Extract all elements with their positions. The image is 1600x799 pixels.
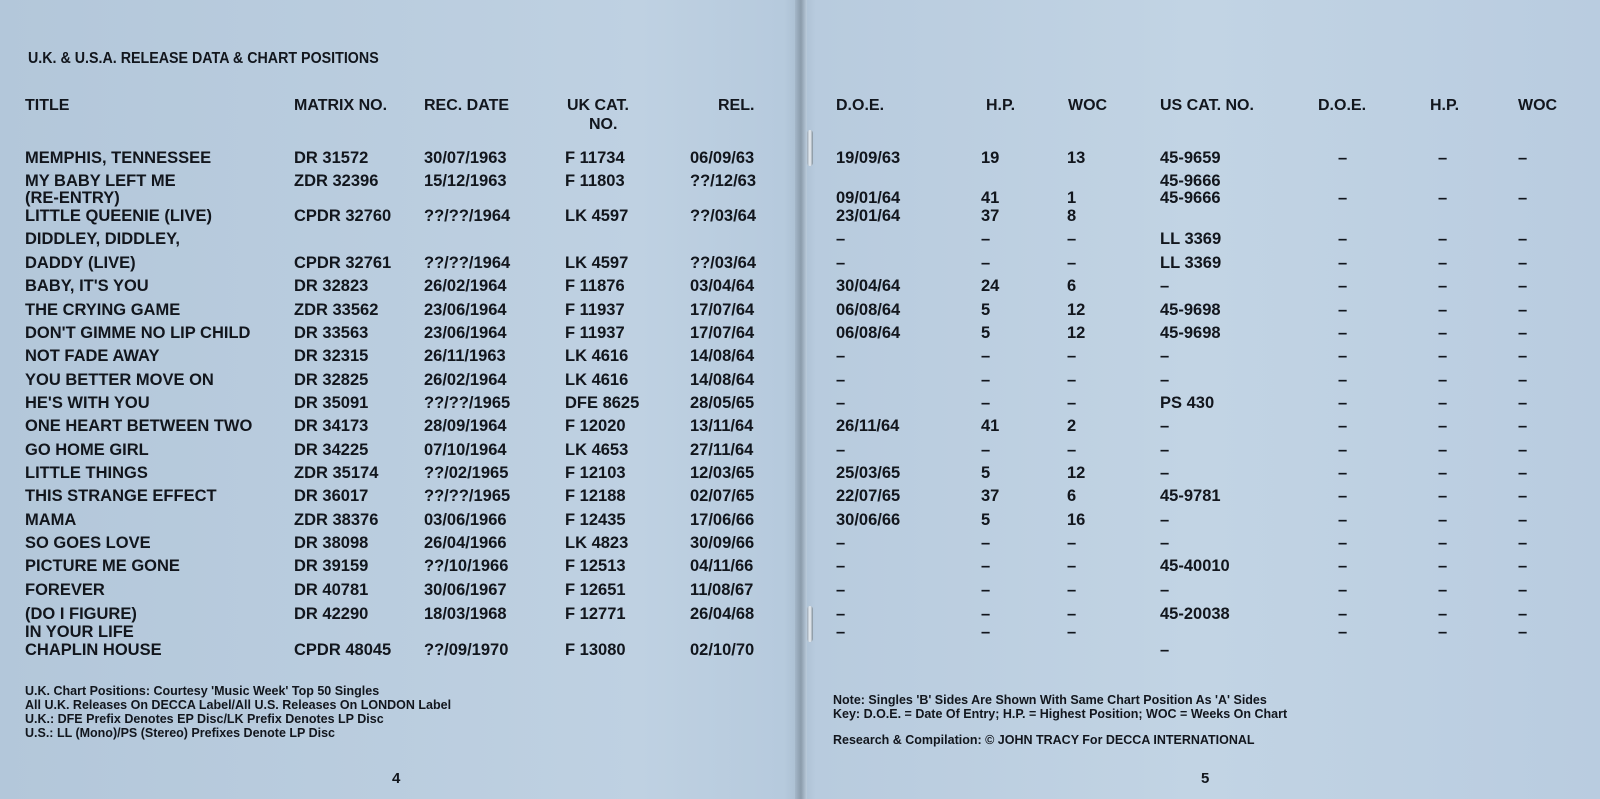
- cell-rel: 14/08/64: [690, 347, 755, 365]
- cell-doe: –: [836, 605, 846, 623]
- cell-rel: 14/08/64: [690, 371, 755, 389]
- cell-woc: 8: [1067, 207, 1077, 225]
- cell-rel: 11/08/67: [690, 581, 754, 599]
- cell-uk-cat: F 12513: [565, 557, 626, 575]
- cell-doe: –: [836, 557, 846, 575]
- cell-hp: –: [981, 394, 991, 412]
- cell-us-hp: –: [1438, 189, 1448, 207]
- cell-title: NOT FADE AWAY: [25, 347, 160, 365]
- cell-us-cat: –: [1160, 534, 1170, 552]
- cell-uk-cat: F 11937: [565, 324, 625, 342]
- cell-rel: 17/07/64: [690, 301, 755, 319]
- cell-rec-date: 28/09/1964: [424, 417, 507, 435]
- col-header-us-doe: D.O.E.: [1318, 97, 1367, 114]
- table-row: [0, 486, 1600, 510]
- col-header-doe: D.O.E.: [836, 97, 885, 114]
- cell-woc: 6: [1067, 487, 1077, 505]
- note-line: All U.K. Releases On DECCA Label/All U.S. Releases On LONDON Label: [25, 698, 452, 712]
- cell-doe: 22/07/65: [836, 487, 901, 505]
- cell-doe: –: [836, 441, 846, 459]
- cell-rec-date: ??/??/1964: [424, 207, 511, 225]
- cell-us-woc: –: [1518, 189, 1528, 207]
- table-row: [0, 253, 1600, 277]
- cell-hp: 19: [981, 149, 1000, 167]
- cell-title: BABY, IT'S YOU: [25, 277, 149, 295]
- cell-matrix: CPDR 32760: [294, 207, 392, 225]
- cell-uk-cat: LK 4616: [565, 371, 629, 389]
- cell-us-hp: –: [1438, 301, 1448, 319]
- cell-rel: ??/12/63: [690, 172, 757, 190]
- cell-uk-cat: LK 4597: [565, 207, 629, 225]
- cell-us-doe: –: [1338, 581, 1348, 599]
- cell-woc: 1: [1067, 189, 1077, 207]
- note-line: U.S.: LL (Mono)/PS (Stereo) Prefixes Denote LP Disc: [25, 726, 336, 740]
- cell-matrix: ZDR 32396: [294, 172, 379, 190]
- cell-rec-date: 26/02/1964: [424, 371, 507, 389]
- cell-doe: –: [836, 254, 846, 272]
- cell-woc: –: [1067, 441, 1077, 459]
- page-number-right: 5: [1201, 770, 1210, 787]
- table-row: [0, 580, 1600, 604]
- cell-us-doe: –: [1338, 441, 1348, 459]
- table-row: [0, 370, 1600, 394]
- cell-rel: 28/05/65: [690, 394, 755, 412]
- table-row: [0, 640, 1600, 664]
- table-row: [0, 533, 1600, 557]
- cell-us-cat: –: [1160, 511, 1170, 529]
- cell-us-hp: –: [1438, 557, 1448, 575]
- cell-matrix: ZDR 38376: [294, 511, 379, 529]
- cell-hp: –: [981, 557, 991, 575]
- cell-woc: –: [1067, 394, 1077, 412]
- cell-rec-date: 23/06/1964: [424, 324, 507, 342]
- cell-rel: 06/09/63: [690, 149, 755, 167]
- cell-matrix: CPDR 48045: [294, 641, 392, 659]
- cell-woc: –: [1067, 534, 1077, 552]
- table-row: [0, 229, 1600, 253]
- cell-matrix: DR 32825: [294, 371, 369, 389]
- cell-hp: –: [981, 347, 991, 365]
- cell-us-doe: –: [1338, 254, 1348, 272]
- cell-us-hp: –: [1438, 441, 1448, 459]
- cell-rec-date: 26/04/1966: [424, 534, 507, 552]
- cell-uk-cat: F 12103: [565, 464, 626, 482]
- cell-uk-cat: F 11803: [565, 172, 625, 190]
- cell-title: DIDDLEY, DIDDLEY,: [25, 230, 180, 248]
- cell-us-hp: –: [1438, 605, 1448, 623]
- cell-woc: –: [1067, 581, 1077, 599]
- cell-rec-date: 26/11/1963: [424, 347, 506, 365]
- cell-title: LITTLE THINGS: [25, 464, 148, 482]
- cell-us-doe: –: [1338, 605, 1348, 623]
- cell-us-cat: 45-9698: [1160, 324, 1221, 342]
- col-header-us-hp: H.P.: [1430, 97, 1460, 114]
- cell-us-cat: –: [1160, 441, 1170, 459]
- cell-hp: 41: [981, 189, 1000, 207]
- cell-rec-date: 18/03/1968: [424, 605, 507, 623]
- cell-us-woc: –: [1518, 605, 1528, 623]
- cell-rec-date: ??/10/1966: [424, 557, 509, 575]
- cell-rel: 27/11/64: [690, 441, 754, 459]
- cell-woc: –: [1067, 623, 1077, 641]
- cell-hp: –: [981, 441, 991, 459]
- cell-us-cat: –: [1160, 371, 1170, 389]
- cell-doe: –: [836, 534, 846, 552]
- cell-us-woc: –: [1518, 277, 1528, 295]
- cell-title: CHAPLIN HOUSE: [25, 641, 162, 659]
- cell-title: (RE-ENTRY): [25, 189, 120, 207]
- cell-hp: 37: [981, 487, 1000, 505]
- table-row: [0, 346, 1600, 370]
- cell-matrix: DR 38098: [294, 534, 369, 552]
- cell-us-woc: –: [1518, 347, 1528, 365]
- cell-us-cat: 45-9666: [1160, 172, 1221, 190]
- page-heading: U.K. & U.S.A. RELEASE DATA & CHART POSITIONS: [28, 50, 379, 67]
- cell-us-cat: 45-9659: [1160, 149, 1221, 167]
- cell-hp: –: [981, 534, 991, 552]
- cell-us-woc: –: [1518, 371, 1528, 389]
- cell-matrix: ZDR 35174: [294, 464, 379, 482]
- table-row: [0, 276, 1600, 300]
- cell-woc: –: [1067, 371, 1077, 389]
- cell-us-woc: –: [1518, 511, 1528, 529]
- cell-uk-cat: F 12651: [565, 581, 626, 599]
- cell-doe: 30/06/66: [836, 511, 901, 529]
- cell-us-cat: –: [1160, 464, 1170, 482]
- cell-hp: 41: [981, 417, 1000, 435]
- cell-us-cat: 45-9698: [1160, 301, 1221, 319]
- cell-hp: –: [981, 254, 991, 272]
- col-header-uk-cat: [567, 96, 629, 134]
- cell-uk-cat: F 11734: [565, 149, 625, 167]
- cell-title: MEMPHIS, TENNESSEE: [25, 149, 212, 167]
- cell-matrix: DR 34225: [294, 441, 369, 459]
- cell-us-woc: –: [1518, 581, 1528, 599]
- cell-uk-cat: LK 4823: [565, 534, 629, 552]
- col-header-hp: H.P.: [986, 97, 1016, 114]
- cell-uk-cat: F 13080: [565, 641, 626, 659]
- cell-matrix: DR 39159: [294, 557, 369, 575]
- cell-us-cat: 45-40010: [1160, 557, 1230, 575]
- cell-us-woc: –: [1518, 324, 1528, 342]
- cell-uk-cat: LK 4616: [565, 347, 629, 365]
- cell-doe: –: [836, 230, 846, 248]
- cell-us-hp: –: [1438, 230, 1448, 248]
- cell-rec-date: 07/10/1964: [424, 441, 507, 459]
- cell-title: GO HOME GIRL: [25, 441, 149, 459]
- cell-rel: 17/06/66: [690, 511, 755, 529]
- cell-title: YOU BETTER MOVE ON: [25, 371, 214, 389]
- cell-us-doe: –: [1338, 371, 1348, 389]
- col-header-woc: WOC: [1068, 97, 1108, 114]
- cell-us-doe: –: [1338, 557, 1348, 575]
- cell-us-cat: 45-20038: [1160, 605, 1230, 623]
- cell-us-doe: –: [1338, 347, 1348, 365]
- col-header-matrix: MATRIX NO.: [294, 97, 388, 114]
- col-header-uk-cat-line1: UK CAT.: [567, 97, 629, 114]
- cell-rec-date: 03/06/1966: [424, 511, 507, 529]
- cell-us-cat: 45-9781: [1160, 487, 1221, 505]
- cell-rec-date: 23/06/1964: [424, 301, 507, 319]
- cell-matrix: DR 40781: [294, 581, 369, 599]
- cell-hp: 5: [981, 324, 991, 342]
- cell-uk-cat: LK 4653: [565, 441, 629, 459]
- cell-hp: –: [981, 371, 991, 389]
- cell-us-woc: –: [1518, 623, 1528, 641]
- cell-woc: 16: [1067, 511, 1086, 529]
- cell-rec-date: 30/07/1963: [424, 149, 507, 167]
- cell-doe: 25/03/65: [836, 464, 901, 482]
- cell-matrix: CPDR 32761: [294, 254, 392, 272]
- cell-rel: 13/11/64: [690, 417, 754, 435]
- cell-us-woc: –: [1518, 464, 1528, 482]
- cell-us-hp: –: [1438, 623, 1448, 641]
- col-header-us-cat: US CAT. NO.: [1160, 97, 1254, 114]
- note-line: Key: D.O.E. = Date Of Entry; H.P. = Highest Position; WOC = Weeks On Chart: [833, 707, 1288, 721]
- cell-hp: 5: [981, 301, 991, 319]
- cell-us-hp: –: [1438, 254, 1448, 272]
- cell-woc: 13: [1067, 149, 1086, 167]
- cell-us-doe: –: [1338, 394, 1348, 412]
- cell-title: THE CRYING GAME: [25, 301, 181, 319]
- cell-woc: –: [1067, 347, 1077, 365]
- cell-us-cat: –: [1160, 347, 1170, 365]
- table-row: [0, 440, 1600, 464]
- cell-matrix: DR 42290: [294, 605, 369, 623]
- cell-us-woc: –: [1518, 557, 1528, 575]
- cell-title: IN YOUR LIFE: [25, 623, 134, 641]
- cell-matrix: DR 34173: [294, 417, 369, 435]
- cell-matrix: DR 35091: [294, 394, 369, 412]
- cell-title: (DO I FIGURE): [25, 605, 137, 623]
- cell-uk-cat: F 12020: [565, 417, 626, 435]
- cell-us-hp: –: [1438, 417, 1448, 435]
- cell-rec-date: ??/??/1965: [424, 394, 511, 412]
- cell-rel: 26/04/68: [690, 605, 755, 623]
- cell-us-woc: –: [1518, 301, 1528, 319]
- cell-us-cat: –: [1160, 277, 1170, 295]
- cell-doe: 30/04/64: [836, 277, 901, 295]
- table-row: [0, 510, 1600, 534]
- cell-uk-cat: DFE 8625: [565, 394, 640, 412]
- cell-hp: –: [981, 605, 991, 623]
- cell-title: PICTURE ME GONE: [25, 557, 180, 575]
- cell-uk-cat: F 12771: [565, 605, 626, 623]
- cell-us-doe: –: [1338, 534, 1348, 552]
- cell-title: MAMA: [25, 511, 77, 529]
- cell-us-woc: –: [1518, 254, 1528, 272]
- col-header-rec-date: REC. DATE: [424, 97, 510, 114]
- cell-doe: 19/09/63: [836, 149, 901, 167]
- cell-uk-cat: F 12188: [565, 487, 626, 505]
- page-number-left: 4: [392, 770, 401, 787]
- cell-uk-cat: LK 4597: [565, 254, 629, 272]
- cell-us-cat: –: [1160, 417, 1170, 435]
- cell-us-doe: –: [1338, 511, 1348, 529]
- cell-matrix: DR 32823: [294, 277, 369, 295]
- cell-us-woc: –: [1518, 394, 1528, 412]
- cell-rec-date: ??/??/1964: [424, 254, 511, 272]
- cell-rel: 02/10/70: [690, 641, 755, 659]
- cell-doe: 06/08/64: [836, 301, 901, 319]
- cell-us-hp: –: [1438, 347, 1448, 365]
- cell-us-hp: –: [1438, 581, 1448, 599]
- note-line: U.K. Chart Positions: Courtesy 'Music Week' Top 50 Singles: [25, 684, 380, 698]
- cell-rec-date: 30/06/1967: [424, 581, 507, 599]
- cell-us-woc: –: [1518, 230, 1528, 248]
- cell-us-cat: LL 3369: [1160, 230, 1222, 248]
- cell-matrix: DR 31572: [294, 149, 369, 167]
- cell-us-doe: –: [1338, 277, 1348, 295]
- cell-us-woc: –: [1518, 417, 1528, 435]
- cell-rec-date: ??/09/1970: [424, 641, 509, 659]
- cell-rel: ??/03/64: [690, 254, 757, 272]
- col-header-rel: REL.: [718, 97, 755, 114]
- cell-hp: 5: [981, 511, 991, 529]
- cell-us-doe: –: [1338, 324, 1348, 342]
- cell-us-doe: –: [1338, 189, 1348, 207]
- cell-us-doe: –: [1338, 417, 1348, 435]
- table-row: [0, 463, 1600, 487]
- cell-uk-cat: F 11876: [565, 277, 625, 295]
- table-row: [0, 416, 1600, 440]
- cell-woc: 2: [1067, 417, 1077, 435]
- note-line: Note: Singles 'B' Sides Are Shown With Same Chart Position As 'A' Sides: [833, 693, 1267, 707]
- cell-title: DON'T GIMME NO LIP CHILD: [25, 324, 251, 342]
- cell-doe: 09/01/64: [836, 189, 901, 207]
- cell-doe: –: [836, 581, 846, 599]
- cell-title: ONE HEART BETWEEN TWO: [25, 417, 253, 435]
- cell-rel: ??/03/64: [690, 207, 757, 225]
- cell-doe: –: [836, 347, 846, 365]
- cell-doe: 06/08/64: [836, 324, 901, 342]
- cell-us-hp: –: [1438, 277, 1448, 295]
- cell-title: THIS STRANGE EFFECT: [25, 487, 217, 505]
- cell-title: FOREVER: [25, 581, 105, 599]
- cell-doe: –: [836, 623, 846, 641]
- cell-woc: –: [1067, 557, 1077, 575]
- cell-doe: 26/11/64: [836, 417, 900, 435]
- table-row: [0, 206, 1600, 230]
- cell-woc: 6: [1067, 277, 1077, 295]
- cell-woc: –: [1067, 254, 1077, 272]
- note-line: U.K.: DFE Prefix Denotes EP Disc/LK Prefix Denotes LP Disc: [25, 712, 384, 726]
- cell-us-woc: –: [1518, 441, 1528, 459]
- cell-title: MY BABY LEFT ME: [25, 172, 176, 190]
- cell-us-cat: –: [1160, 581, 1170, 599]
- cell-matrix: ZDR 33562: [294, 301, 379, 319]
- cell-rel: 03/04/64: [690, 277, 755, 295]
- table-row: [0, 148, 1600, 172]
- cell-rec-date: ??/02/1965: [424, 464, 509, 482]
- cell-doe: –: [836, 371, 846, 389]
- cell-us-hp: –: [1438, 464, 1448, 482]
- cell-matrix: DR 32315: [294, 347, 369, 365]
- cell-rel: 12/03/65: [690, 464, 755, 482]
- cell-matrix: DR 36017: [294, 487, 369, 505]
- cell-us-hp: –: [1438, 149, 1448, 167]
- cell-us-hp: –: [1438, 534, 1448, 552]
- cell-us-hp: –: [1438, 371, 1448, 389]
- table-row: [0, 323, 1600, 347]
- cell-rel: 02/07/65: [690, 487, 755, 505]
- cell-uk-cat: F 11937: [565, 301, 625, 319]
- notes-right: [833, 693, 1287, 721]
- cell-us-hp: –: [1438, 394, 1448, 412]
- cell-doe: –: [836, 394, 846, 412]
- cell-rec-date: 26/02/1964: [424, 277, 507, 295]
- notes-left: [25, 684, 451, 740]
- cell-woc: –: [1067, 605, 1077, 623]
- cell-woc: 12: [1067, 301, 1086, 319]
- table-row: [0, 556, 1600, 580]
- cell-us-doe: –: [1338, 464, 1348, 482]
- table-row: [0, 393, 1600, 417]
- cell-woc: 12: [1067, 464, 1086, 482]
- cell-us-hp: –: [1438, 324, 1448, 342]
- cell-title: LITTLE QUEENIE (LIVE): [25, 207, 213, 225]
- cell-rec-date: ??/??/1965: [424, 487, 511, 505]
- cell-hp: 37: [981, 207, 1000, 225]
- table-row: [0, 300, 1600, 324]
- cell-us-doe: –: [1338, 487, 1348, 505]
- cell-rel: 30/09/66: [690, 534, 755, 552]
- cell-hp: 5: [981, 464, 991, 482]
- cell-woc: 12: [1067, 324, 1086, 342]
- cell-title: HE'S WITH YOU: [25, 394, 150, 412]
- cell-hp: –: [981, 623, 991, 641]
- cell-hp: –: [981, 581, 991, 599]
- cell-us-cat: –: [1160, 641, 1170, 659]
- cell-us-woc: –: [1518, 149, 1528, 167]
- cell-us-doe: –: [1338, 623, 1348, 641]
- cell-rel: 17/07/64: [690, 324, 755, 342]
- cell-us-hp: –: [1438, 487, 1448, 505]
- col-header-title: TITLE: [25, 97, 70, 114]
- col-header-uk-cat-line2: NO.: [589, 116, 618, 133]
- col-header-us-woc: WOC: [1518, 97, 1558, 114]
- cell-hp: –: [981, 230, 991, 248]
- credit-line: Research & Compilation: © JOHN TRACY For DECCA INTERNATIONAL: [833, 733, 1255, 747]
- cell-us-cat: LL 3369: [1160, 254, 1222, 272]
- cell-us-doe: –: [1338, 230, 1348, 248]
- cell-us-doe: –: [1338, 149, 1348, 167]
- cell-rel: 04/11/66: [690, 557, 754, 575]
- cell-title: DADDY (LIVE): [25, 254, 136, 272]
- cell-us-woc: –: [1518, 534, 1528, 552]
- cell-woc: –: [1067, 230, 1077, 248]
- cell-us-cat: PS 430: [1160, 394, 1215, 412]
- cell-us-cat: 45-9666: [1160, 189, 1221, 207]
- cell-us-hp: –: [1438, 511, 1448, 529]
- cell-us-woc: –: [1518, 487, 1528, 505]
- cell-doe: 23/01/64: [836, 207, 901, 225]
- cell-matrix: DR 33563: [294, 324, 369, 342]
- cell-title: SO GOES LOVE: [25, 534, 151, 552]
- cell-us-doe: –: [1338, 301, 1348, 319]
- cell-hp: 24: [981, 277, 1000, 295]
- cell-rec-date: 15/12/1963: [424, 172, 507, 190]
- cell-uk-cat: F 12435: [565, 511, 626, 529]
